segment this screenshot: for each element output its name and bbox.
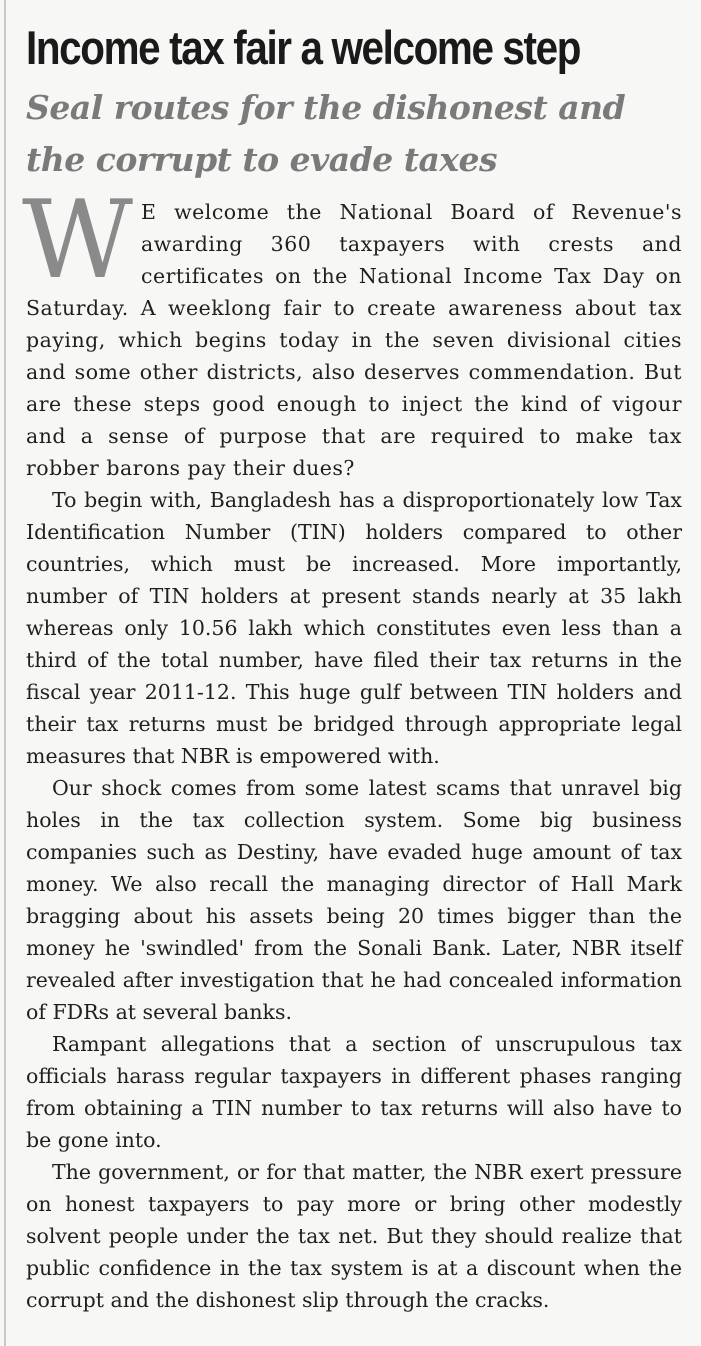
article-paragraph-4: Rampant allegations that a section of unscrupulous tax officials harass regular taxpayers in different phases ranging from obtaining a TIN number to tax returns will also have to be gone into. bbox=[26, 1032, 682, 1152]
column-rule bbox=[4, 0, 6, 1346]
article-paragraph-5: The government, or for that matter, the NBR exert pressure on honest taxpayers to pay more or bring other modestly solvent people under the tax net. But they should realize that public confidence in the tax system is at a discount when the corrupt and the dishonest slip through the cracks. bbox=[26, 1160, 682, 1312]
article-body bbox=[22, 178, 682, 1316]
drop-cap: W bbox=[22, 178, 134, 303]
article-paragraph-1 bbox=[22, 178, 682, 484]
headline: Income tax fair a welcome step bbox=[26, 21, 581, 74]
article-lead-text: E welcome the National Board of Revenue's awarding 360 taxpayers with crests and certificates on the National Income Tax Day on Saturday. A weeklong fair to create awareness about tax paying, which begins today in the seven divisional cities and some other districts, also deserves commendation. But are these steps good enough to inject the kind of vigour and a sense of purpose that are required to make tax robber barons pay their dues? bbox=[26, 200, 682, 480]
article-paragraph-3: Our shock comes from some latest scams that unravel big holes in the tax collection system. Some big business companies such as Destiny, have evaded huge amount of tax money. We also recall the managing director of Hall Mark bragging about his assets being 20 times bigger than the money he 'swindled' from the Sonali Bank. Later, NBR itself revealed after investigation that he had concealed information of FDRs at several banks. bbox=[26, 776, 682, 1024]
subheadline: Seal routes for the dishonest and the corrupt to evade taxes bbox=[26, 88, 626, 179]
article-paragraph-2: To begin with, Bangladesh has a disproportionately low Tax Identification Number (TIN) holders compared to other countries, which must be increased. More importantly, number of TIN holders at present stands nearly at 35 lakh whereas only 10.56 lakh which constitutes even less than a third of the total number, have filed their tax returns in the fiscal year 2011-12. This huge gulf between TIN holders and their tax returns must be bridged through appropriate legal measures that NBR is empowered with. bbox=[26, 488, 682, 768]
